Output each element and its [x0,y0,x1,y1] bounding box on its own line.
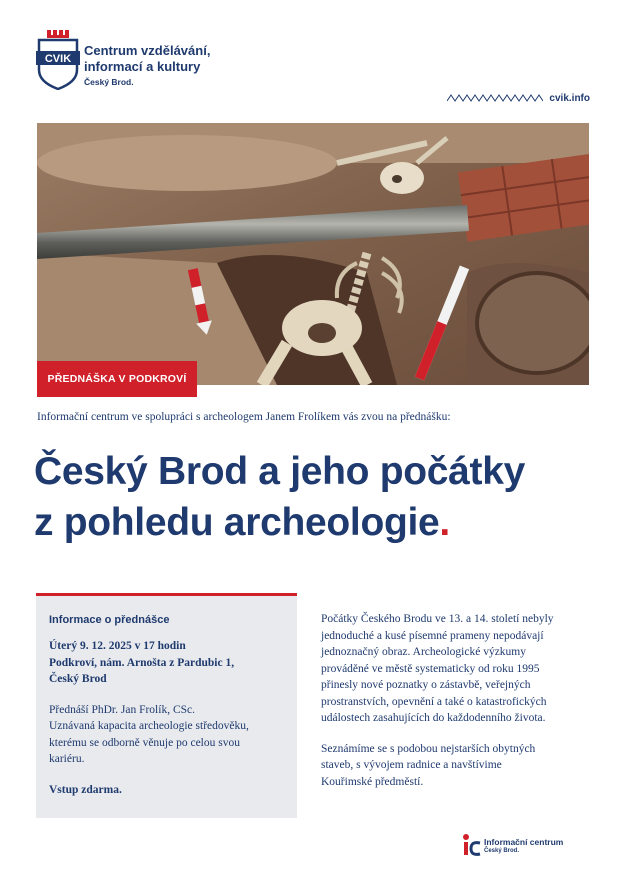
desc-line: přinesly nové poznatky o zástavbě, veřejných [321,679,531,691]
spacer [321,727,591,741]
site-row [447,91,590,105]
desc-line: Seznámíme se s podobou nejstarších obytných [321,742,536,755]
desc-line: jednoduché a kusé písemné prameny nepodávají [321,629,544,642]
footer-line1: Informační centrum [484,837,564,847]
desc-line: Počátky Českého Brodu ve 13. a 14. století nebyly [321,613,554,625]
lecture-date: Úterý 9. 12. 2025 v 17 hodin [49,640,186,652]
spacer [49,688,283,702]
desc-line: prostranstvích, opevnění a také o katastrofických [321,695,547,708]
title-line2 [34,497,525,548]
cvik-shield-icon [36,30,80,90]
intro-text: Informační centrum ve spolupráci s archeologem Janem Frolíkem vás zvou na přednášku: [37,411,451,423]
lecturer-line: Přednáší PhDr. Jan Frolík, CSc. [49,703,195,716]
site-link[interactable]: cvik.info [549,92,590,104]
footer-line2: Český Brod. [484,848,520,854]
lecture-series-badge: PŘEDNÁŠKA V PODKROVÍ [37,361,197,397]
desc-line: prováděné ve městě systematicky od roku 1995 [321,662,540,675]
page-title [34,446,525,548]
lecturer-line: Uznávaná kapacita archeologie středověku, [49,720,249,732]
logo-badge-text: CVIK [44,53,72,65]
info-heading: Informace o přednášce [49,614,170,626]
cvik-logo [36,30,336,90]
info-centre-name [484,837,563,856]
title-dot: . [439,501,450,544]
ic-logo-icon [462,832,482,858]
org-line1: Centrum vzdělávání, [84,43,211,58]
excavation-photo [37,123,589,385]
title-line1: Český Brod a jeho počátky [34,450,526,493]
org-line2: informací a kultury [84,59,201,74]
info-centre-logo [462,832,592,858]
description-paragraph-1 [321,611,591,727]
description [321,611,591,790]
free-entry: Vstup zdarma. [49,783,122,796]
zigzag-ornament-icon [447,93,543,103]
description-paragraph-2 [321,741,591,791]
org-city: Český Brod. [84,77,134,87]
lecture-place-line2: Český Brod [49,673,107,685]
lecturer-line: kariéru. [49,753,85,765]
desc-line: staveb, s vývojem radnice a navštívime [321,759,502,771]
spacer [49,768,283,782]
lecture-info-box [36,593,297,818]
lecturer-line: kterému se odborně věnuje po celou svou [49,736,240,749]
title-line2-text: z pohledu archeologie [34,501,440,544]
desc-line: Kouřimské předměstí. [321,775,424,788]
lecture-place-line1: Podkroví, nám. Arnošta z Pardubic 1, [49,656,235,669]
org-name [84,43,210,88]
desc-line: jednoznačný obraz. Archeologické výzkumy [321,646,527,658]
skeleton-excavation-image [37,123,589,385]
desc-line: událostech zasahujících do každodenního života. [321,712,546,724]
